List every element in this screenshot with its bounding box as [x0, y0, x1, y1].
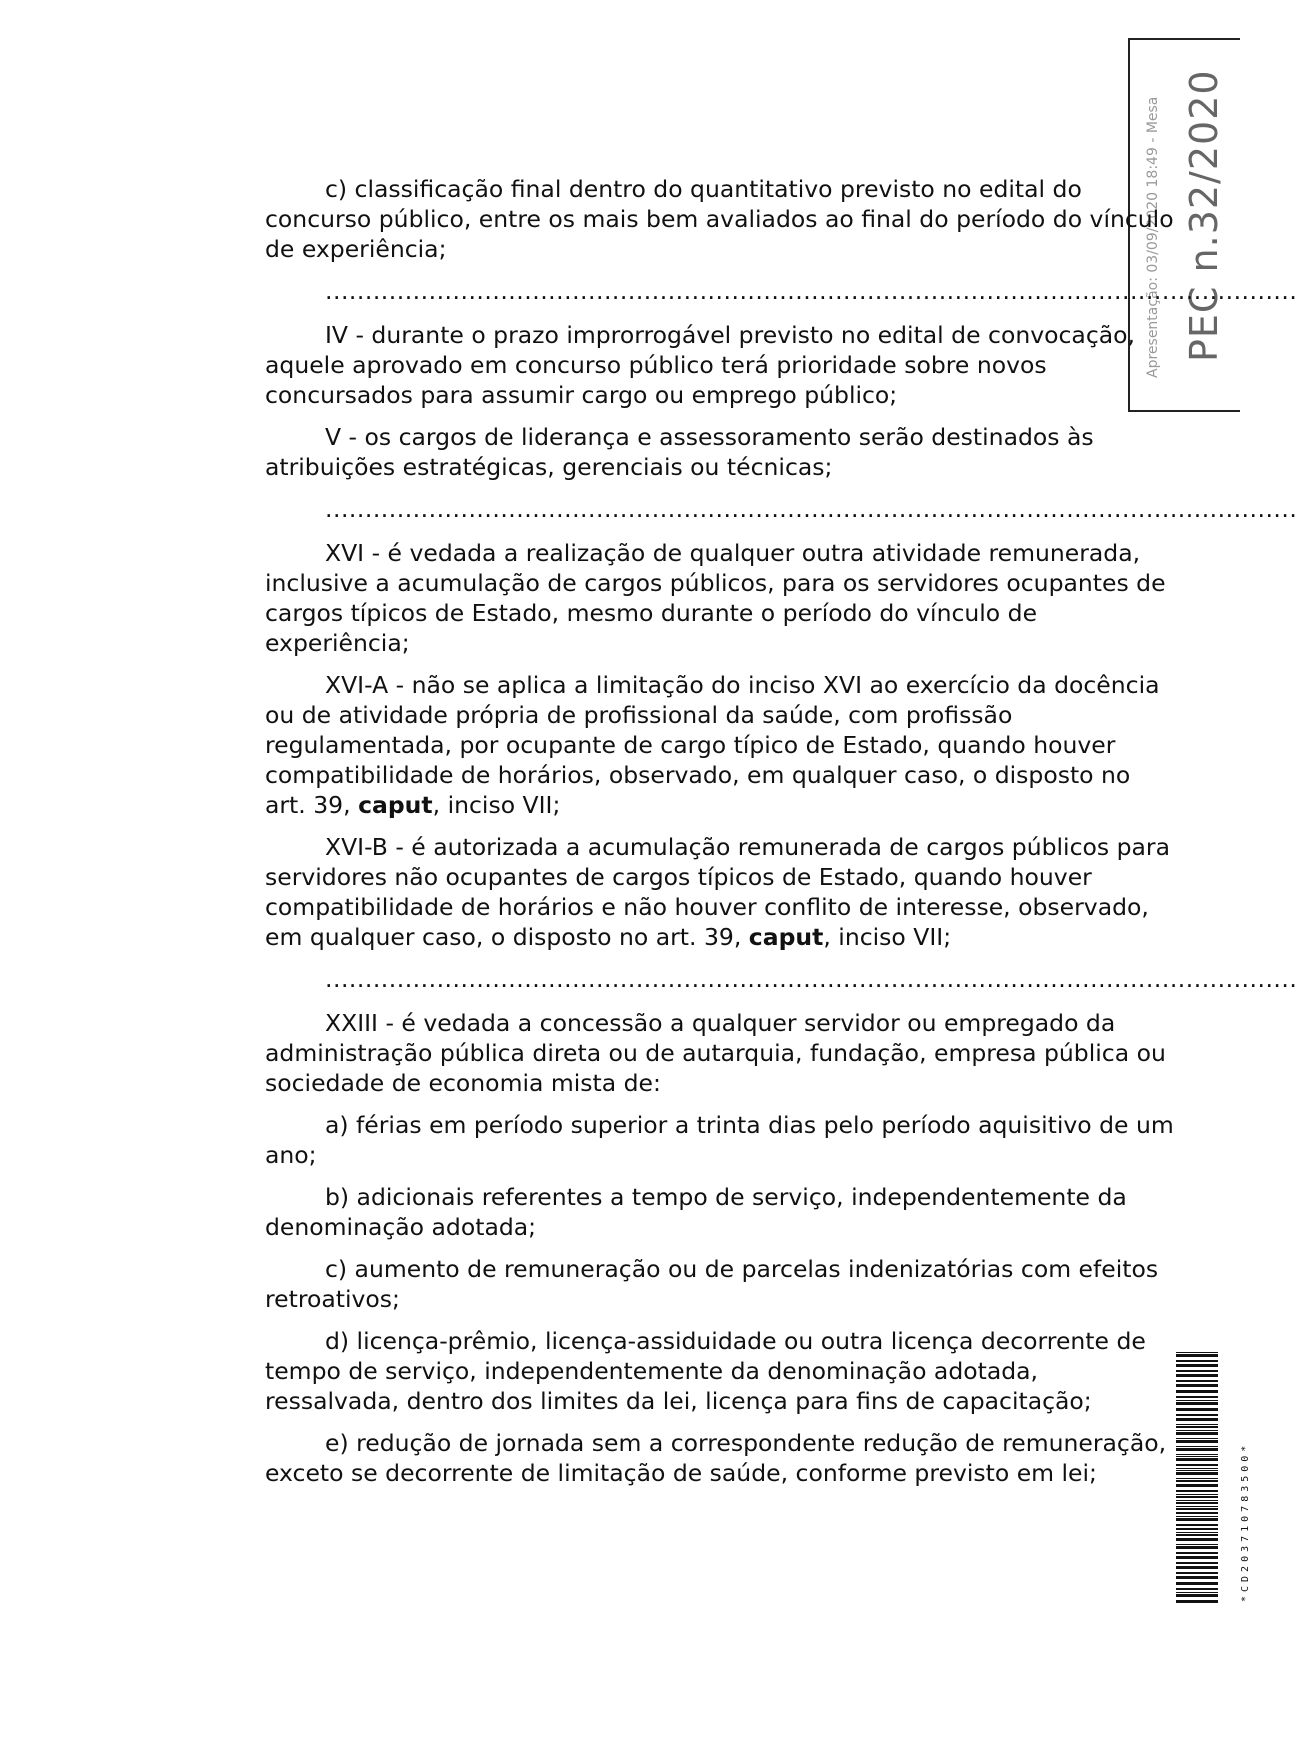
barcode-bar — [1176, 1440, 1218, 1443]
barcode-bar — [1176, 1534, 1218, 1536]
barcode-bar — [1176, 1512, 1218, 1514]
barcode-bar — [1176, 1380, 1218, 1382]
barcode-bar — [1176, 1572, 1218, 1574]
barcode-bar — [1176, 1528, 1218, 1530]
barcode-bar — [1176, 1508, 1218, 1510]
paragraph: b) adicionais referentes a tempo de serviço, independentemente da denominação adotada; — [265, 1183, 1127, 1241]
barcode-bar — [1176, 1426, 1218, 1428]
barcode-number: *CD203710783500* — [1240, 1441, 1251, 1602]
presentation-date-label: Apresentação: 03/09/2020 18:49 - Mesa — [1145, 96, 1161, 378]
barcode-bar — [1176, 1524, 1218, 1526]
barcode-bar — [1176, 1576, 1218, 1579]
barcode-bar — [1176, 1458, 1218, 1461]
barcode-bar — [1176, 1418, 1218, 1421]
paragraph: c) aumento de remuneração ou de parcelas indenizatórias com efeitos retroativos; — [265, 1255, 1159, 1313]
barcode-bar — [1176, 1408, 1218, 1411]
barcode-bar — [1176, 1454, 1218, 1455]
barcode-bar — [1176, 1430, 1218, 1431]
barcode-bar — [1176, 1516, 1218, 1517]
barcode — [1176, 1352, 1218, 1602]
barcode-bar — [1176, 1354, 1218, 1357]
paragraph-text: , inciso VII; — [432, 791, 561, 819]
barcode-bar — [1176, 1506, 1218, 1507]
bold-term: caput — [358, 791, 433, 819]
paragraph: d) licença-prêmio, licença-assiduidade ou outra licença decorrente de tempo de serviço, independentemente da denominação adotada, ressalvada, dentro dos limites da lei, licença para fins de capacitação; — [265, 1327, 1146, 1415]
barcode-bar — [1176, 1518, 1218, 1521]
barcode-bar — [1176, 1446, 1218, 1447]
barcode-bar — [1176, 1370, 1218, 1372]
barcode-bar — [1176, 1400, 1218, 1401]
paragraph: XXIII - é vedada a concessão a qualquer servidor ou empregado da administração pública direta ou de autarquia, fundação, empresa pública ou sociedade de economia mista de: — [265, 1009, 1166, 1097]
paragraph-text: , inciso VII; — [823, 923, 952, 951]
barcode-bar — [1176, 1424, 1218, 1425]
paragraph — [265, 832, 1178, 952]
barcode-bar — [1176, 1582, 1218, 1585]
barcode-bar — [1176, 1544, 1218, 1545]
barcode-bar — [1176, 1414, 1218, 1416]
paragraph-text: XVI-B - é autorizada a acumulação remunerada de cargos públicos para servidores não ocupantes de cargos típicos de Estado, quando houver compatibilidade de horários e não houver conflito de interesse, observado, em qualquer caso, o disposto no art. 39, — [265, 833, 1170, 951]
barcode-bar — [1176, 1438, 1218, 1439]
barcode-bar — [1176, 1594, 1218, 1597]
barcode-bar — [1176, 1552, 1218, 1554]
barcode-bar — [1176, 1472, 1218, 1475]
barcode-bar — [1176, 1464, 1218, 1466]
barcode-bar — [1176, 1374, 1218, 1377]
barcode-bar — [1176, 1364, 1218, 1367]
barcode-bar — [1176, 1494, 1218, 1495]
barcode-bar — [1176, 1480, 1218, 1482]
barcode-bar — [1176, 1562, 1218, 1564]
barcode-bar — [1176, 1538, 1218, 1541]
barcode-bar — [1176, 1478, 1218, 1479]
ellipsis-line: .......................................................................................................................... — [325, 495, 1297, 523]
paragraph-text: XVI-A - não se aplica a limitação do inciso XVI ao exercício da docência ou de atividade própria de profissional da saúde, com profissão regulamentada, por ocupante de cargo típico de Estado, quando houver compatibilidade de horários, observado, em qualquer caso, o disposto no art. 39, — [265, 671, 1160, 819]
barcode-bar — [1176, 1456, 1218, 1457]
barcode-bar — [1176, 1502, 1218, 1504]
barcode-bar — [1176, 1432, 1218, 1435]
barcode-bar — [1176, 1532, 1218, 1533]
barcode-bar — [1176, 1500, 1218, 1501]
ellipsis-line: .......................................................................................................................... — [325, 965, 1297, 993]
document-id-label: PEC n.32/2020 — [1182, 69, 1226, 362]
barcode-bar — [1176, 1468, 1218, 1469]
ellipsis-line: .......................................................................................................................... — [325, 277, 1297, 305]
barcode-bar — [1176, 1546, 1218, 1549]
paragraph: IV - durante o prazo improrrogável previsto no edital de convocação, aquele aprovado em concurso público terá prioridade sobre novos concursados para assumir cargo ou emprego público; — [265, 321, 1135, 409]
barcode-bar — [1176, 1566, 1218, 1569]
paragraph: XVI - é vedada a realização de qualquer outra atividade remunerada, inclusive a acumulação de cargos públicos, para os servidores ocupantes de cargos típicos de Estado, mesmo durante o período do vínculo de experiência; — [265, 539, 1166, 657]
paragraph — [265, 670, 1178, 820]
barcode-bar — [1176, 1556, 1218, 1559]
barcode-bar — [1176, 1484, 1218, 1487]
barcode-bar — [1176, 1352, 1218, 1353]
barcode-bar — [1176, 1390, 1218, 1393]
barcode-bar — [1176, 1396, 1218, 1398]
barcode-bar — [1176, 1592, 1218, 1593]
barcode-bar — [1176, 1384, 1218, 1387]
paragraph: V - os cargos de liderança e assessoramento serão destinados às atribuições estratégicas, gerenciais ou técnicas; — [265, 423, 1094, 481]
barcode-bar — [1176, 1402, 1218, 1405]
paragraph: c) classificação final dentro do quantitativo previsto no edital do concurso público, entre os mais bem avaliados ao final do período do vínculo de experiência; — [265, 175, 1174, 263]
barcode-bar — [1176, 1490, 1218, 1492]
barcode-bar — [1176, 1360, 1218, 1362]
barcode-bar — [1176, 1588, 1218, 1590]
barcode-bar — [1176, 1496, 1218, 1498]
paragraph: a) férias em período superior a trinta dias pelo período aquisitivo de um ano; — [265, 1111, 1174, 1169]
barcode-bar — [1176, 1600, 1218, 1603]
barcode-bar — [1176, 1448, 1218, 1451]
paragraph: e) redução de jornada sem a correspondente redução de remuneração, exceto se decorrente de limitação de saúde, conforme previsto em lei; — [265, 1429, 1167, 1487]
barcode-bar — [1176, 1470, 1218, 1471]
bold-term: caput — [748, 923, 824, 951]
